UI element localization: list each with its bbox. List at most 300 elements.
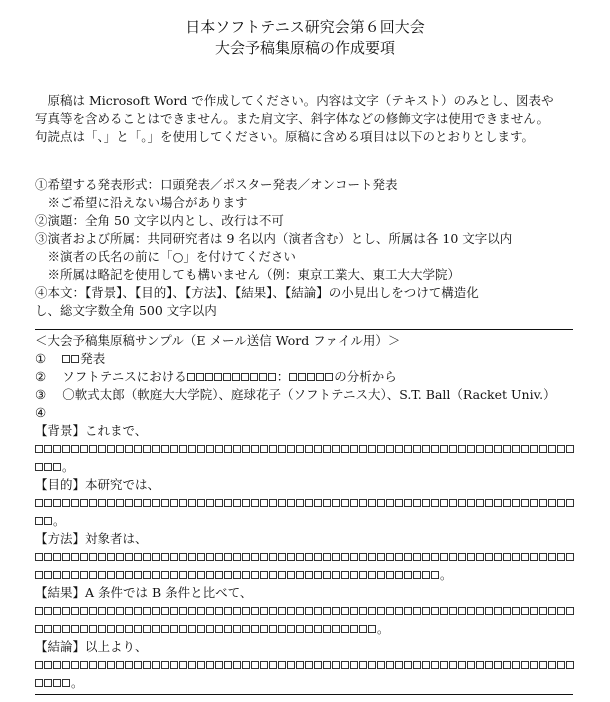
placeholder-square [314,499,322,507]
placeholder-square [296,553,304,561]
document-subtitle: 大会予稿集原稿の作成要項 [214,39,395,57]
placeholder-square [548,607,556,615]
placeholder-square [206,553,214,561]
placeholder-square [80,445,88,453]
placeholder-square [233,625,241,633]
placeholder-square [161,499,169,507]
placeholder-square [287,571,295,579]
placeholder-square [359,553,367,561]
placeholder-square [242,499,250,507]
placeholder-square [431,661,439,669]
placeholder-square [224,571,232,579]
placeholder-square [98,607,106,615]
placeholder-square [233,607,241,615]
placeholder-square [62,499,70,507]
placeholder-square [197,625,205,633]
placeholder-square [242,571,250,579]
placeholder-square [116,445,124,453]
placeholder-square [62,679,70,687]
placeholder-square [404,445,412,453]
placeholder-square [323,625,331,633]
placeholder-square [62,571,70,579]
placeholder-square [215,571,223,579]
placeholder-square [188,499,196,507]
section-method-filler-1 [35,548,575,566]
placeholder-square [332,445,340,453]
placeholder-square [242,661,250,669]
placeholder-square [413,499,421,507]
placeholder-square [404,499,412,507]
placeholder-square [305,553,313,561]
sample-row-3 [35,386,556,404]
placeholder-square [512,499,520,507]
placeholder-square [566,607,574,615]
placeholder-square [89,553,97,561]
placeholder-square [422,445,430,453]
placeholder-square [125,625,133,633]
placeholder-square [116,571,124,579]
placeholder-square [224,661,232,669]
placeholder-square [521,445,529,453]
placeholder-square [377,553,385,561]
placeholder-square [116,553,124,561]
placeholder-square [359,607,367,615]
placeholder-square [557,445,565,453]
placeholder-square [44,571,52,579]
placeholder-square [170,445,178,453]
placeholder-square [386,499,394,507]
placeholder-square [35,445,43,453]
placeholder-square [458,607,466,615]
placeholder-square [98,661,106,669]
placeholder-square [413,571,421,579]
placeholder-square [422,571,430,579]
placeholder-square [494,607,502,615]
placeholder-square [323,553,331,561]
placeholder-square [152,445,160,453]
placeholder-square [548,445,556,453]
placeholder-square [197,553,205,561]
placeholder-square [296,499,304,507]
section-result-filler-2: 。 [35,620,575,638]
placeholder-square [242,607,250,615]
placeholder-square [316,373,324,381]
placeholder-square [485,661,493,669]
placeholder-square [233,661,241,669]
placeholder-square [485,607,493,615]
placeholder-square [205,373,213,381]
section-method-label: 【方法】対象者は、 [35,531,148,546]
placeholder-square [242,625,250,633]
placeholder-square [341,625,349,633]
placeholder-square [197,661,205,669]
placeholder-square [134,661,142,669]
section-conclusion-filler-2: 。 [35,674,575,692]
placeholder-square [458,553,466,561]
placeholder-square [260,625,268,633]
placeholder-square [377,661,385,669]
placeholder-square [134,607,142,615]
placeholder-square [116,499,124,507]
placeholder-square [260,553,268,561]
placeholder-square [269,571,277,579]
placeholder-square [350,571,358,579]
placeholder-square [35,625,43,633]
placeholder-square [512,445,520,453]
placeholder-square [503,661,511,669]
placeholder-square [413,661,421,669]
placeholder-square [287,499,295,507]
item-authors: ③演者および所属：共同研究者は 9 名以内（演者含む）とし、所属は各 10 文字以内 [35,231,513,246]
placeholder-square [368,607,376,615]
placeholder-square [476,607,484,615]
placeholder-square [530,553,538,561]
placeholder-square [53,445,61,453]
placeholder-square [359,571,367,579]
placeholder-square [413,445,421,453]
placeholder-square [71,625,79,633]
placeholder-square [359,445,367,453]
placeholder-square [350,625,358,633]
placeholder-square [494,553,502,561]
placeholder-square [440,445,448,453]
placeholder-square [521,499,529,507]
placeholder-square [206,571,214,579]
placeholder-square [35,499,43,507]
placeholder-square [35,679,43,687]
placeholder-square [260,571,268,579]
placeholder-square [485,445,493,453]
placeholder-square [44,463,52,471]
placeholder-square [187,373,195,381]
placeholder-square [98,553,106,561]
placeholder-square [467,445,475,453]
placeholder-square [161,607,169,615]
placeholder-square [377,607,385,615]
placeholder-square [116,625,124,633]
sample-heading: ＜大会予稿集原稿サンプル（E メール送信 Word ファイル用）＞ [35,333,401,348]
placeholder-square [467,607,475,615]
placeholder-square [431,571,439,579]
placeholder-square [98,571,106,579]
placeholder-square [458,661,466,669]
placeholder-square [71,355,79,363]
section-conclusion-filler-1 [35,656,575,674]
placeholder-square [368,445,376,453]
placeholder-square [341,445,349,453]
placeholder-square [386,661,394,669]
placeholder-square [566,499,574,507]
placeholder-square [512,661,520,669]
placeholder-square [386,445,394,453]
placeholder-square [386,607,394,615]
placeholder-square [467,661,475,669]
placeholder-square [80,553,88,561]
placeholder-square [449,445,457,453]
placeholder-square [107,607,115,615]
placeholder-square [476,445,484,453]
placeholder-square [35,517,43,525]
placeholder-square [566,445,574,453]
placeholder-square [179,553,187,561]
placeholder-square [206,499,214,507]
placeholder-square [125,661,133,669]
section-purpose-label: 【目的】本研究では、 [35,477,161,492]
placeholder-square [260,499,268,507]
placeholder-square [431,607,439,615]
placeholder-square [512,607,520,615]
placeholder-square [116,607,124,615]
placeholder-square [359,661,367,669]
placeholder-square [80,661,88,669]
placeholder-square [62,553,70,561]
placeholder-square [566,661,574,669]
placeholder-square [134,445,142,453]
placeholder-square [341,661,349,669]
placeholder-square [35,661,43,669]
placeholder-square [143,661,151,669]
placeholder-square [307,373,315,381]
placeholder-square [224,445,232,453]
placeholder-square [449,607,457,615]
placeholder-square [98,445,106,453]
placeholder-square [215,445,223,453]
placeholder-square [71,661,79,669]
placeholder-square [224,553,232,561]
placeholder-square [251,553,259,561]
placeholder-square [152,625,160,633]
placeholder-square [350,553,358,561]
placeholder-square [350,661,358,669]
placeholder-square [161,661,169,669]
placeholder-square [557,553,565,561]
placeholder-square [521,553,529,561]
placeholder-square [278,499,286,507]
item-body: ④本文：【背景】、【目的】、【方法】、【結果】、【結論】の小見出しをつけて構造化 [35,285,479,300]
placeholder-square [71,499,79,507]
sample-row-1-num: ① [35,351,47,366]
placeholder-square [278,571,286,579]
intro-line-1: 原稿は Microsoft Word で作成してください。内容は文字（テキスト）のみとし、図表や [35,93,554,108]
placeholder-square [305,571,313,579]
placeholder-square [296,661,304,669]
placeholder-square [170,571,178,579]
sample-row-1 [35,350,105,368]
placeholder-square [206,661,214,669]
placeholder-square [512,553,520,561]
placeholder-square [395,499,403,507]
placeholder-square [98,625,106,633]
placeholder-square [188,607,196,615]
placeholder-square [215,607,223,615]
placeholder-square [89,625,97,633]
placeholder-square [35,571,43,579]
sample-row-3-text: 〇軟式太郎（軟庭大大学院）、庭球花子（ソフトテニス大）、S.T. Ball（Racket Univ.） [62,387,556,402]
placeholder-square [161,445,169,453]
placeholder-square [179,571,187,579]
placeholder-square [62,355,70,363]
placeholder-square [548,661,556,669]
placeholder-square [314,553,322,561]
placeholder-square [89,499,97,507]
placeholder-square [503,445,511,453]
placeholder-square [305,607,313,615]
placeholder-square [35,607,43,615]
placeholder-square [386,571,394,579]
placeholder-square [71,571,79,579]
document-title: 日本ソフトテニス研究会第６回大会 [185,18,425,36]
placeholder-square [125,571,133,579]
placeholder-square [298,373,306,381]
placeholder-square [71,553,79,561]
placeholder-square [188,553,196,561]
placeholder-square [134,553,142,561]
placeholder-square [188,661,196,669]
placeholder-square [107,661,115,669]
placeholder-square [440,661,448,669]
placeholder-square [503,607,511,615]
placeholder-square [440,607,448,615]
placeholder-square [53,661,61,669]
placeholder-square [89,607,97,615]
intro-line-2: 写真等を含めることはできません。また肩文字、斜字体などの修飾文字は使用できません。 [35,111,550,126]
placeholder-square [359,625,367,633]
placeholder-square [251,625,259,633]
placeholder-square [278,607,286,615]
placeholder-square [224,625,232,633]
placeholder-square [71,607,79,615]
placeholder-square [62,661,70,669]
placeholder-square [161,571,169,579]
placeholder-square [125,499,133,507]
placeholder-square [259,373,267,381]
placeholder-square [458,445,466,453]
placeholder-square [566,553,574,561]
placeholder-square [196,373,204,381]
placeholder-square [350,607,358,615]
placeholder-square [44,679,52,687]
placeholder-square [323,499,331,507]
placeholder-square [269,661,277,669]
placeholder-square [314,625,322,633]
placeholder-square [116,661,124,669]
placeholder-square [125,553,133,561]
placeholder-square [449,661,457,669]
section-result-filler-1 [35,602,575,620]
placeholder-square [325,373,333,381]
placeholder-square [503,553,511,561]
placeholder-square [521,661,529,669]
placeholder-square [431,499,439,507]
placeholder-square [548,499,556,507]
placeholder-square [395,661,403,669]
placeholder-square [323,445,331,453]
placeholder-square [53,571,61,579]
placeholder-square [350,445,358,453]
placeholder-square [476,661,484,669]
placeholder-square [557,499,565,507]
placeholder-square [476,499,484,507]
placeholder-square [224,607,232,615]
placeholder-square [53,625,61,633]
placeholder-square [250,373,258,381]
placeholder-square [287,553,295,561]
sample-row-4-num: ④ [35,405,47,420]
placeholder-square [44,625,52,633]
placeholder-square [422,553,430,561]
placeholder-square [179,607,187,615]
item-format: ①希望する発表形式：口頭発表／ポスター発表／オンコート発表 [35,177,398,192]
section-background-label: 【背景】これまで、 [35,423,148,438]
item-authors-note-2: ※所属は略記を使用しても構いません（例：東京工業大、東工大大学院） [35,267,461,282]
placeholder-square [44,445,52,453]
placeholder-square [134,625,142,633]
section-method-filler-2: 。 [35,566,575,584]
sample-row-2 [35,368,397,386]
placeholder-square [296,607,304,615]
placeholder-square [368,625,376,633]
placeholder-square [98,499,106,507]
placeholder-square [260,661,268,669]
item-authors-note-1: ※演者の氏名の前に「○」を付けてください [35,249,296,264]
placeholder-square [89,661,97,669]
placeholder-square [161,553,169,561]
placeholder-square [251,607,259,615]
placeholder-square [377,445,385,453]
sample-bottom-rule [35,694,573,695]
placeholder-square [107,499,115,507]
sample-row-2-colon: ： [276,369,290,384]
placeholder-square [341,607,349,615]
placeholder-square [395,571,403,579]
placeholder-square [53,607,61,615]
placeholder-square [287,607,295,615]
placeholder-square [377,571,385,579]
placeholder-square [539,445,547,453]
placeholder-square [557,607,565,615]
placeholder-square [71,445,79,453]
placeholder-square [494,661,502,669]
placeholder-square [269,607,277,615]
placeholder-square [458,499,466,507]
placeholder-square [296,625,304,633]
sample-row-2-num: ② [35,369,47,384]
sample-row-2-suffix: の分析から [334,369,397,384]
placeholder-square [548,553,556,561]
placeholder-square [395,445,403,453]
placeholder-square [179,445,187,453]
placeholder-square [557,661,565,669]
placeholder-square [107,625,115,633]
placeholder-square [215,625,223,633]
placeholder-square [377,499,385,507]
placeholder-square [80,607,88,615]
placeholder-square [332,607,340,615]
placeholder-square [143,607,151,615]
placeholder-square [422,499,430,507]
section-purpose-filler-2: 。 [35,512,575,530]
placeholder-square [107,553,115,561]
placeholder-square [80,625,88,633]
placeholder-square [395,553,403,561]
placeholder-square [53,553,61,561]
placeholder-square [359,499,367,507]
placeholder-square [251,661,259,669]
placeholder-square [323,607,331,615]
placeholder-square [422,661,430,669]
placeholder-square [44,553,52,561]
placeholder-square [314,661,322,669]
